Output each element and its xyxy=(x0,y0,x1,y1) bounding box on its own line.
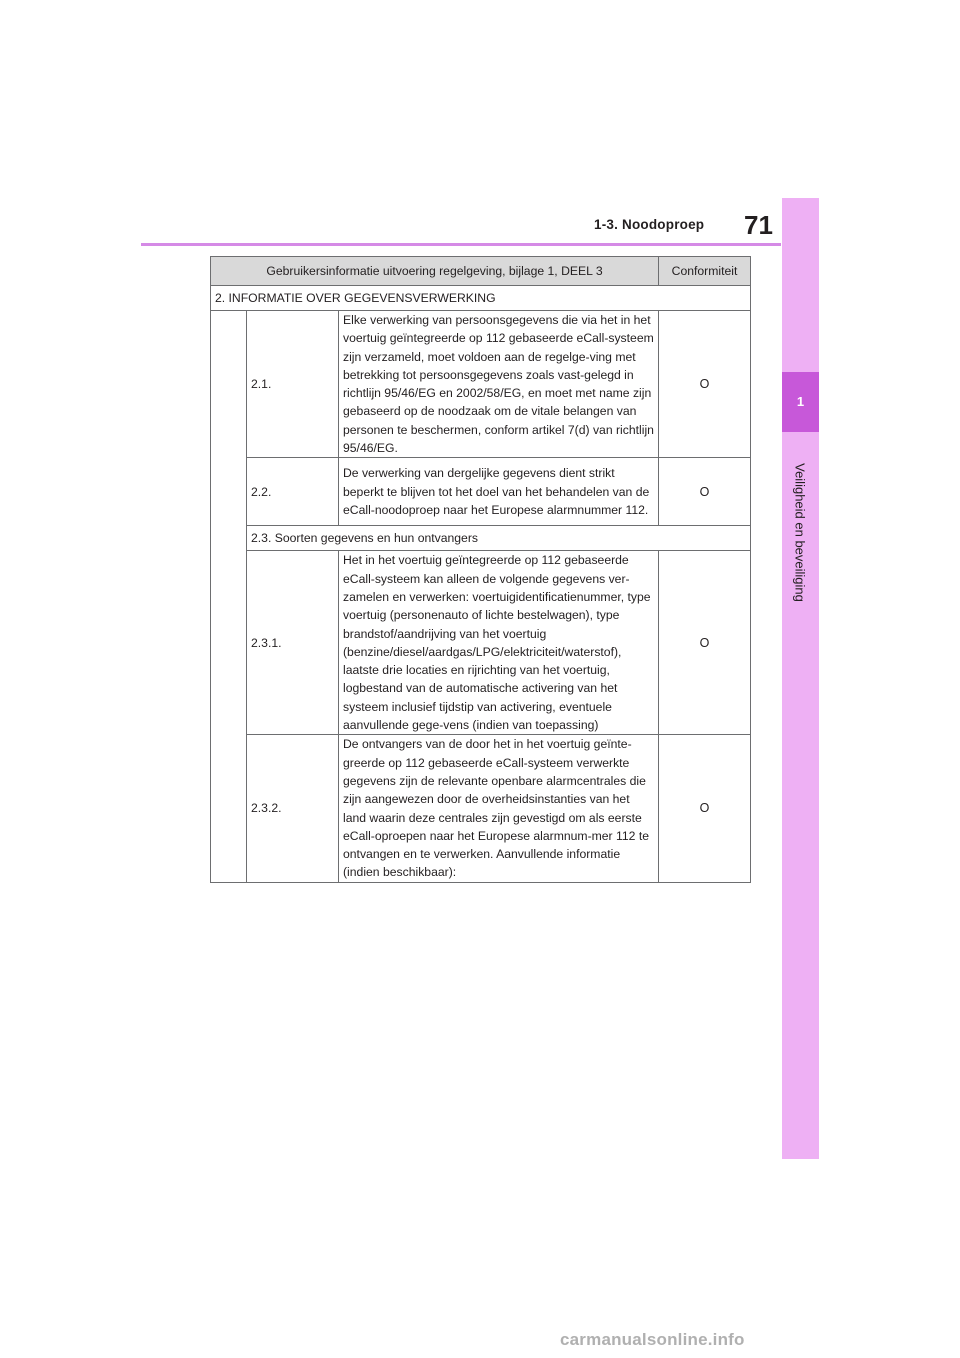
row-conformity: O xyxy=(659,735,751,882)
section-title: 1-3. Noodoproep xyxy=(594,217,705,232)
row-number: 2.2. xyxy=(247,458,339,526)
chapter-label: Veiligheid en beveiliging xyxy=(792,463,808,602)
column-header-info: Gebruikersinformatie uitvoering regelgeving, bijlage 1, DEEL 3 xyxy=(211,257,659,286)
table-row xyxy=(211,311,751,458)
row-number: 2.3.2. xyxy=(247,735,339,882)
conformity-table xyxy=(210,256,751,883)
row-text: Elke verwerking van persoonsgegevens die via het in het voertuig geïntegreerde op 112 gebaseerde eCall-systeem zijn verzameld, moet voldoen aan de regelge-ving met betrekking tot persoonsgegevens zoals vast-gelegd in richtlijn 95/46/EG en 2002/58/EG, en moet met name zijn gebaseerd op de noodzaak om de vitale belangen van personen te beschermen, conform artikel 7(d) van richtlijn 95/46/EG. xyxy=(339,311,659,458)
row-text: De ontvangers van de door het in het voertuig geïnte-greerde op 112 gebaseerde eCall-systeem verwerkte gegevens zijn de relevante openbare alarmcentrales die zijn aangewezen door de overheidsinstanties van het land waarin deze centrales zijn gevestigd om als eerste eCall-oproepen naar het Europese alarmnum-mer 112 te ontvangen en te verwerken. Aanvullende informatie (indien beschikbaar): xyxy=(339,735,659,882)
row-conformity: O xyxy=(659,311,751,458)
column-header-conformity: Conformiteit xyxy=(659,257,751,286)
row-conformity: O xyxy=(659,458,751,526)
table-row xyxy=(211,526,751,551)
table-row xyxy=(211,458,751,526)
table-row xyxy=(211,551,751,735)
page-number: 71 xyxy=(744,210,773,240)
table-header-row xyxy=(211,257,751,286)
subsection-heading: 2.3. Soorten gegevens en hun ontvangers xyxy=(247,526,751,551)
row-conformity: O xyxy=(659,551,751,735)
table-row xyxy=(211,286,751,311)
row-number: 2.3.1. xyxy=(247,551,339,735)
row-number: 2.1. xyxy=(247,311,339,458)
indent-cell xyxy=(211,311,247,883)
watermark-logo: carmanualsonline.info xyxy=(560,1330,745,1349)
header-divider xyxy=(141,243,781,246)
chapter-number: 1 xyxy=(796,394,805,409)
table-row xyxy=(211,735,751,882)
row-text: Het in het voertuig geïntegreerde op 112 gebaseerde eCall-systeem kan alleen de volgende gegevens ver-zamelen en verwerken: voertuigidentificatienummer, type voertuig (personenauto of lichte bestelwagen), type brandstof/aandrijving van het voertuig (benzine/diesel/aardgas/LPG/elektriciteit/waterstof), laatste drie locaties en rijrichting van het voertuig, logbestand van de automatische activering van het systeem inclusief tijdstip van activering, eventuele aanvullende gege-vens (indien van toepassing) xyxy=(339,551,659,735)
row-text: De verwerking van dergelijke gegevens dient strikt beperkt te blijven tot het doel van het behandelen van de eCall-noodoproep naar het Europese alarmnummer 112. xyxy=(339,458,659,526)
section-heading: 2. INFORMATIE OVER GEGEVENSVERWERKING xyxy=(211,286,751,311)
chapter-side-tab xyxy=(782,198,819,1159)
